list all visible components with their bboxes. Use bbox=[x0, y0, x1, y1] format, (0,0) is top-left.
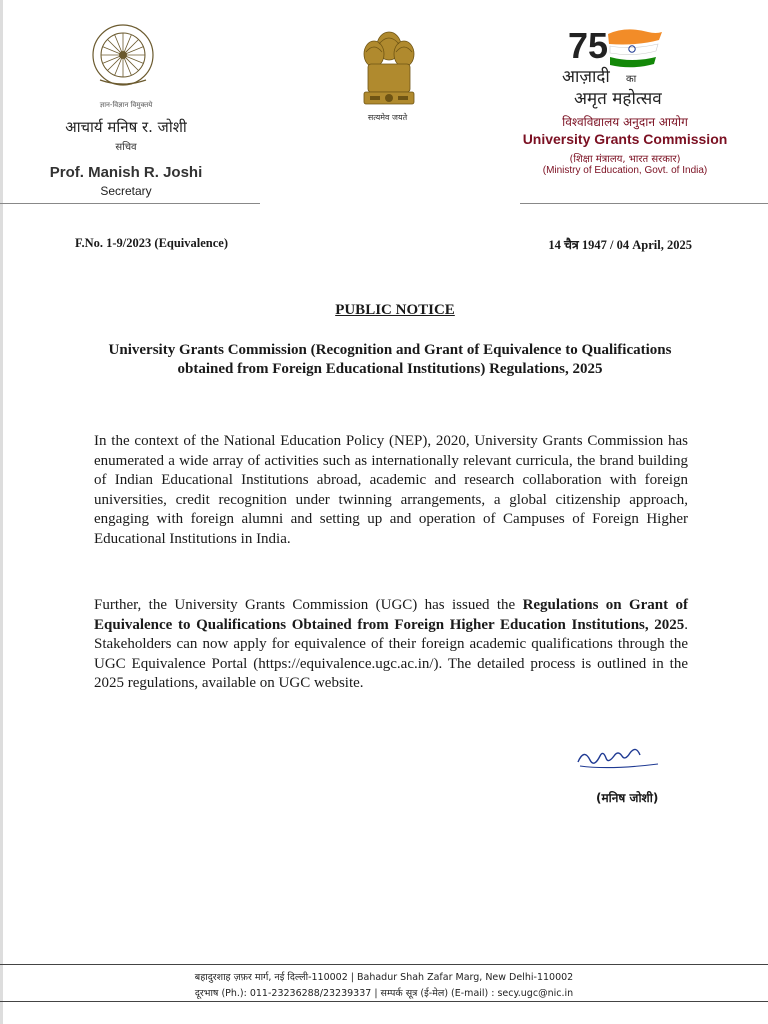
paragraph-regulations bbox=[94, 596, 688, 694]
ugc-wheel-logo-icon bbox=[90, 22, 156, 88]
secretary-designation-hindi: सचिव bbox=[115, 142, 137, 153]
header-divider-left bbox=[0, 203, 260, 204]
logo-motto: ज्ञान-विज्ञान विमुक्तये bbox=[99, 101, 153, 109]
secretary-header bbox=[0, 0, 260, 205]
secretary-designation: Secretary bbox=[100, 184, 152, 198]
secretary-name: Prof. Manish R. Joshi bbox=[49, 164, 203, 181]
azadi-ka: का bbox=[626, 74, 637, 85]
signature-icon bbox=[574, 744, 664, 774]
footer-bottom-rule bbox=[0, 1001, 768, 1002]
azadi-line1: आज़ादी bbox=[562, 67, 610, 87]
paragraph-nep-context: In the context of the National Education Policy (NEP), 2020, University Grants Commission has enumerated a wide array of activities such as internationally relevant curricula, the brand building of Indian Educational Institutions abroad, academic and research collaboration with foreign universities, credit recognition under twinning arrangements, a global citizenship approach, engaging with foreign alumni and setting up and operation of Campuses of Foreign Higher Educational Institutions in India. bbox=[94, 433, 688, 547]
ministry-hindi: (शिक्षा मंत्रालय, भारत सरकार) bbox=[569, 154, 681, 165]
regulations-title: Regulations on Grant of Equivalence to Qualifications Obtained from Foreign Higher Education Institutions, 2025 bbox=[94, 597, 688, 633]
national-emblem-icon bbox=[354, 24, 424, 114]
azadi-ka-amrit-mahotsav-logo-icon bbox=[560, 20, 680, 110]
signatory-name-hindi: (मनिष जोशी) bbox=[596, 791, 659, 805]
ugc-name-english: University Grants Commission bbox=[522, 131, 728, 147]
secretary-name-hindi: आचार्य मनिष र. जोशी bbox=[65, 118, 187, 136]
azadi-number: 75 bbox=[568, 25, 609, 66]
emblem-motto: सत्यमेव जयते bbox=[367, 113, 408, 122]
paragraph2-details: . Stakeholders can now apply for equivalence of their foreign academic qualifications through the UGC Equivalence Portal (https://equivalence.ugc.ac.in/). The detailed process is outlined in the 2025 regulations, available on UGC website. bbox=[94, 616, 688, 691]
ugc-name-hindi: विश्वविद्यालय अनुदान आयोग bbox=[562, 115, 688, 129]
header-divider-right bbox=[520, 203, 768, 204]
file-number: F.No. 1-9/2023 (Equivalence) bbox=[75, 236, 229, 250]
notice-subtitle: University Grants Commission (Recognition and Grant of Equivalence to Qualifications obtained from Foreign Educational Institutions) Regulations, 2025 bbox=[108, 342, 672, 377]
notice-date: 14 चैत्र 1947 / 04 April, 2025 bbox=[548, 238, 692, 252]
azadi-line2: अमृत महोत्सव bbox=[574, 89, 662, 109]
ministry-english: (Ministry of Education, Govt. of India) bbox=[542, 165, 708, 176]
footer-address: बहादुरशाह ज़फ़र मार्ग, नई दिल्ली-110002 | Bahadur Shah Zafar Marg, New Delhi-110002 bbox=[194, 972, 574, 983]
footer-divider bbox=[0, 964, 768, 965]
paragraph2-intro: Further, the University Grants Commission (UGC) has issued the bbox=[94, 597, 523, 613]
notice-title: PUBLIC NOTICE bbox=[335, 302, 455, 318]
footer-contact: दूरभाष (Ph.): 011-23236288/23239337 | सम्पर्क सूत्र (ई-मेल) (E-mail) : secy.ugc@nic.in bbox=[194, 988, 574, 999]
